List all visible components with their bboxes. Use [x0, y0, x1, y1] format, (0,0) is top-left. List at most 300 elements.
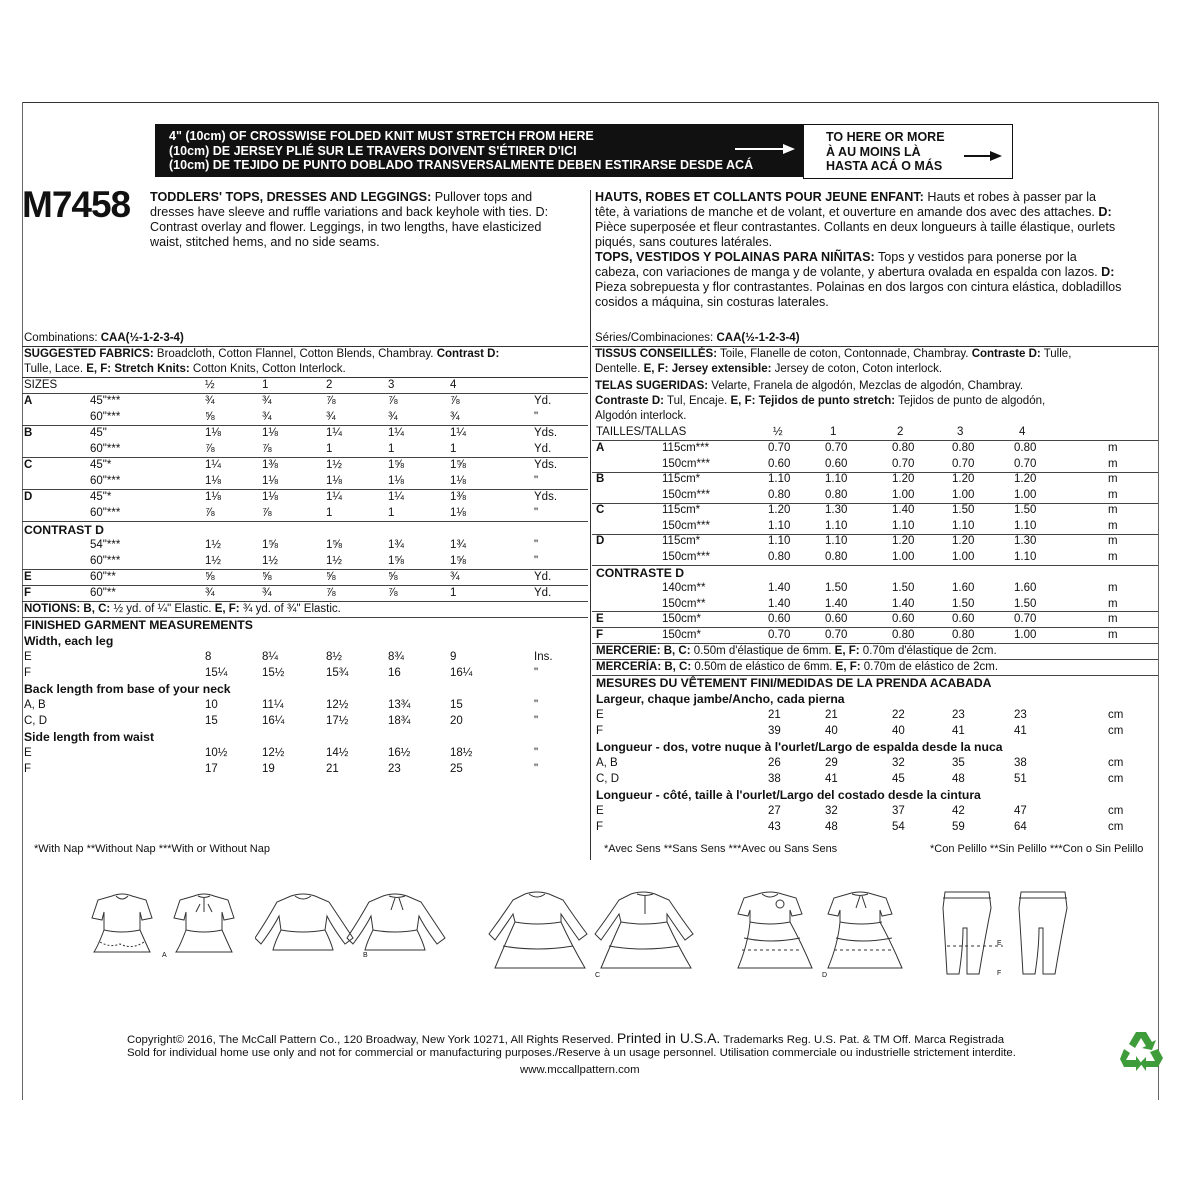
description-en-line: waist, stitched hems, and no side seams. — [150, 234, 380, 249]
measurement-row-cell: 47 — [1014, 805, 1027, 817]
merceria-part: 0.50m de elástico de 6mm. — [691, 661, 833, 673]
metric-row-cell: 1.10 — [825, 519, 848, 532]
metric-row-cell: 0.80 — [952, 442, 975, 454]
measurement-row-cell: 10½ — [205, 747, 228, 759]
measurement-row-cell: 17 — [205, 762, 218, 775]
recycle-icon — [1120, 1030, 1164, 1072]
metric-row-cell: 0.70 — [1014, 457, 1037, 470]
metric-row-cell: 0.70 — [825, 629, 848, 641]
yardage-row-cell: Yds. — [534, 491, 558, 503]
size-header-cell: ½ — [205, 379, 215, 391]
contrast-row-cell: m — [1108, 582, 1118, 594]
metric-row-cell: 1.10 — [768, 519, 791, 532]
fabrics-text: Cotton Knits, Cotton Interlock. — [189, 363, 346, 375]
metric-row-cell: m — [1108, 442, 1118, 454]
contrast-row-cell: 1.40 — [768, 597, 791, 610]
yardage-row-cell: 60"*** — [90, 475, 121, 487]
measurement-row-cell: 16¼ — [262, 714, 285, 727]
yardage-row-cell: F — [24, 587, 32, 599]
metric-row-cell: m — [1108, 504, 1118, 516]
view-a-sketch — [90, 890, 260, 970]
measurement-row-cell: Ins. — [534, 651, 553, 663]
usage-notice: Sold for individual home use only and not for commercial or manufacturing purposes./Reserve à un usage personnel. Utilisation commerciale ou industrielle strictement interdite. — [127, 1047, 1016, 1059]
view-ef-sketch — [935, 888, 1085, 983]
yardage-row-cell: ⅝ — [205, 411, 215, 423]
measurement-row-cell: 10 — [205, 699, 218, 711]
contrast-row-cell: " — [534, 555, 539, 567]
mercerie-part: E, F: — [831, 645, 860, 657]
measurement-heading: Side length from waist — [24, 730, 155, 744]
yardage-row-cell: 1⅛ — [262, 491, 278, 503]
suggested-fabrics-label: SUGGESTED FABRICS: — [24, 348, 154, 360]
contrast-row-cell: 1½ — [205, 555, 221, 567]
measurement-row-cell: F — [24, 762, 32, 775]
notions-part: NOTIONS: B, C: — [24, 603, 111, 615]
telas-text: Tejidos de punto de algodón, — [895, 395, 1046, 407]
footnote-es: *Con Pelillo **Sin Pelillo ***Con o Sin Pelillo — [930, 843, 1144, 855]
merceria — [596, 660, 998, 675]
measurement-row-cell: C, D — [596, 772, 619, 785]
gauge-to-en: TO HERE OR MORE — [826, 130, 945, 144]
metric-row-cell: 1.10 — [1014, 550, 1037, 563]
yardage-row-cell: 1 — [388, 507, 395, 519]
metric-row-cell: m — [1108, 457, 1118, 470]
mercerie — [596, 644, 997, 659]
contrast-row-cell: " — [534, 539, 539, 551]
yardage-row-cell: 1⅜ — [262, 459, 278, 471]
contrast-row-cell: 1½ — [205, 539, 221, 551]
description-es-view-d: D: — [1097, 264, 1115, 279]
view-d-sketch — [722, 888, 922, 983]
metric-row-cell: 1.20 — [892, 473, 915, 485]
measurement-row-cell: 19 — [262, 762, 275, 775]
description-es-line: Tops y vestidos para ponerse por la — [874, 250, 1077, 264]
size-header-cell: ½ — [773, 426, 783, 438]
series-label: Séries/Combinaciones: — [595, 332, 714, 344]
yardage-row-cell: Yds. — [534, 427, 558, 439]
mercerie-part: 0.70m d'élastique de 2cm. — [859, 645, 997, 657]
size-header-cell: 1 — [262, 379, 269, 391]
description-fr-view-d: D: — [1094, 204, 1112, 219]
yardage-row-cell: 1⅛ — [205, 475, 221, 487]
metric-row-cell: 0.80 — [768, 488, 791, 501]
description-fr-line: Hauts et robes à passer par la — [923, 190, 1097, 204]
metric-row-cell: m — [1108, 535, 1118, 547]
metric-row-cell: 0.80 — [1014, 442, 1037, 454]
notions-part: E, F: — [211, 603, 240, 615]
measurement-row-cell: 21 — [326, 762, 339, 775]
view-label-e: E — [997, 940, 1002, 947]
telas-sugeridas — [595, 379, 1023, 394]
yardage-row-cell: " — [534, 411, 539, 423]
size-header-cell: 4 — [450, 379, 457, 391]
measurement-row-cell: 41 — [1014, 724, 1027, 737]
measurement-row-cell: 48 — [825, 820, 838, 833]
size-header-cell: 4 — [1019, 426, 1026, 438]
description-fr-title: HAUTS, ROBES ET COLLANTS POUR JEUNE ENFANT: — [595, 190, 924, 204]
description-fr — [595, 190, 1157, 250]
suggested-fabrics-text: Broadcloth, Cotton Flannel, Cotton Blends, Chambray. — [153, 348, 434, 360]
measurement-heading: Back length from base of your neck — [24, 682, 231, 696]
metric-row-cell: 1.00 — [892, 550, 915, 563]
measurement-row-cell: cm — [1108, 805, 1124, 817]
yardage-row-cell: ¾ — [388, 411, 398, 423]
measurement-row-cell: " — [534, 666, 539, 679]
metric-row-cell: 1.50 — [1014, 504, 1037, 516]
copyright-line — [127, 1030, 1004, 1046]
table-rule — [22, 425, 588, 426]
size-header-cell: 3 — [957, 426, 964, 438]
notions-part: ¾ yd. of ¾" Elastic. — [239, 603, 341, 615]
contrast-row-cell: 1.50 — [825, 582, 848, 594]
yardage-row-cell: ⅝ — [326, 571, 336, 583]
yardage-row-cell: 1 — [388, 443, 395, 455]
yardage-row-cell: 1⅛ — [262, 475, 278, 487]
contrast-row-cell: 60"*** — [90, 555, 121, 567]
metric-row-cell: 150cm*** — [662, 550, 710, 563]
description-fr-line: tête, à variations de manche et de volant, et ouverture en amande dos avec des attaches. — [595, 204, 1095, 219]
metric-row-cell: 115cm* — [662, 473, 701, 485]
metric-row-cell: 1.30 — [1014, 535, 1037, 547]
measurement-row-cell: 17½ — [326, 714, 349, 727]
view-label-c: C — [595, 972, 601, 979]
measurement-row-cell: 43 — [768, 820, 781, 833]
yardage-row-cell: 60"** — [90, 571, 116, 583]
metric-row-cell: 1.10 — [892, 519, 915, 532]
tissus-conseilles — [595, 347, 1071, 362]
measurement-row-cell: F — [596, 724, 604, 737]
yardage-row-cell: ¾ — [450, 571, 460, 583]
measurement-row-cell: 38 — [1014, 757, 1027, 769]
view-label-b: B — [363, 952, 368, 959]
measurement-row-cell: 16 — [388, 666, 401, 679]
contrast-d-heading: CONTRAST D — [24, 523, 104, 537]
measurement-row-cell: 13¾ — [388, 699, 411, 711]
measurement-row-cell: 54 — [892, 820, 905, 833]
notions — [24, 602, 341, 617]
yardage-row-cell: ⅞ — [262, 507, 272, 519]
description-es-line: cosidos a máquina, sin costuras laterales. — [595, 294, 829, 309]
yardage-row-cell: 1⅛ — [205, 427, 221, 439]
metric-row-cell: F — [596, 629, 604, 641]
yardage-row-cell: 60"** — [90, 587, 116, 599]
metric-row-cell: 1.20 — [1014, 473, 1037, 485]
description-en-line: Pullover tops and — [431, 190, 533, 204]
measurement-row-cell: " — [534, 762, 539, 775]
measurement-row-cell: F — [24, 666, 32, 679]
contraste-d-heading: CONTRASTE D — [596, 566, 685, 580]
mercerie-part: MERCERIE: B, C: — [596, 645, 691, 657]
view-label-a: A — [162, 952, 167, 959]
measurement-row-cell: A, B — [24, 699, 46, 711]
measurement-row-cell: cm — [1108, 709, 1124, 721]
contrast-row-cell: 1.40 — [892, 597, 915, 610]
contrast-row-cell: 1⅝ — [262, 539, 278, 551]
arrow-right-icon — [964, 149, 1004, 163]
metric-row-cell: 1.20 — [952, 473, 975, 485]
metric-row-cell: A — [596, 442, 605, 454]
metric-row-cell: 1.00 — [892, 488, 915, 501]
finished-measurements-heading: FINISHED GARMENT MEASUREMENTS — [24, 618, 253, 632]
series-value: CAA(½-1-2-3-4) — [716, 332, 800, 344]
measurement-row-cell: " — [534, 714, 539, 727]
yardage-row-cell: 1⅛ — [450, 475, 466, 487]
metric-row-cell: 1.00 — [1014, 488, 1037, 501]
contrast-row-cell: 1⅝ — [450, 555, 466, 567]
measurement-row-cell: 41 — [825, 772, 838, 785]
metric-row-cell: 1.20 — [768, 504, 791, 516]
yardage-row-cell: C — [24, 459, 33, 471]
contraste-d-label: Contraste D: — [595, 395, 665, 407]
measurement-row-cell: 64 — [1014, 820, 1027, 833]
combinations — [24, 331, 184, 346]
measurement-row-cell: cm — [1108, 757, 1124, 769]
column-divider — [590, 190, 591, 860]
tissus-text: Dentelle. — [595, 363, 641, 375]
metric-row-cell: 0.70 — [768, 629, 791, 641]
measurement-row-cell: 32 — [825, 805, 838, 817]
measurement-row-cell: 18¾ — [388, 714, 411, 727]
measurement-heading: Width, each leg — [24, 634, 114, 648]
contrast-row-cell: 1⅝ — [326, 539, 342, 551]
contrast-row-cell: 1.50 — [1014, 597, 1037, 610]
contrast-row-cell: 1.50 — [892, 582, 915, 594]
metric-row-cell: 150cm*** — [662, 488, 710, 501]
yardage-row-cell: 1⅛ — [262, 427, 278, 439]
table-rule — [22, 521, 588, 522]
description-en — [150, 190, 584, 250]
metric-row-cell: m — [1108, 519, 1118, 532]
stretch-gauge-from — [155, 124, 803, 177]
yardage-row-cell: Yd. — [534, 587, 552, 599]
yardage-row-cell: Yd. — [534, 571, 552, 583]
yardage-row-cell: 1⅛ — [388, 475, 404, 487]
metric-row-cell: 1.10 — [952, 519, 975, 532]
measurement-row-cell: 15 — [450, 699, 463, 711]
size-header-cell: 3 — [388, 379, 395, 391]
contrast-row-cell: 1¾ — [388, 539, 404, 551]
metric-row-cell: 0.60 — [768, 457, 791, 470]
contraste-d-label: Contraste D: — [968, 348, 1041, 360]
measurement-row-cell: 15½ — [262, 666, 285, 679]
measurement-row-cell: 11¼ — [262, 699, 284, 711]
arrow-right-icon — [735, 141, 797, 157]
yardage-row-cell: A — [24, 395, 33, 407]
measurement-row-cell: 39 — [768, 724, 781, 737]
gauge-line-fr: (10cm) DE JERSEY PLIÉ SUR LE TRAVERS DOIVENT S'ÉTIRER D'ICI — [169, 143, 577, 158]
frame-right-rule — [1158, 102, 1159, 1100]
measurement-row-cell: 20 — [450, 714, 463, 727]
yardage-row-cell: Yd. — [534, 443, 552, 455]
contrast-row-cell: 1½ — [262, 555, 278, 567]
measurement-row-cell: 8¾ — [388, 651, 404, 663]
view-label-d: D — [822, 972, 828, 979]
yardage-row-cell: ⅞ — [326, 587, 336, 599]
metric-row-cell: 0.60 — [952, 613, 975, 625]
yardage-row-cell: ⅞ — [262, 443, 272, 455]
metric-row-cell: D — [596, 535, 605, 547]
yardage-row-cell: 45"* — [90, 459, 112, 471]
measurement-heading: Longueur - côté, taille à l'ourlet/Largo del costado desde la cintura — [596, 788, 981, 802]
telas-line2 — [595, 394, 1045, 409]
description-en-line: dresses have sleeve and ruffle variations and back keyhole with ties. D: — [150, 204, 549, 219]
yardage-row-cell: 1⅛ — [205, 491, 221, 503]
metric-row-cell: 150cm* — [662, 613, 701, 625]
metric-row-cell: B — [596, 473, 605, 485]
yardage-row-cell: 1⅜ — [450, 491, 466, 503]
measurement-heading: Largeur, chaque jambe/Ancho, cada pierna — [596, 692, 845, 706]
yardage-row-cell: 1¼ — [326, 491, 342, 503]
size-header-cell: TAILLES/TALLAS — [596, 426, 687, 438]
yardage-row-cell: 45"*** — [90, 395, 121, 407]
metric-row-cell: 1.40 — [892, 504, 915, 516]
website-link[interactable]: www.mccallpattern.com — [520, 1064, 640, 1076]
measurement-row-cell: 29 — [825, 757, 838, 769]
description-en-title: TODDLERS' TOPS, DRESSES AND LEGGINGS: — [150, 190, 432, 204]
measurement-row-cell: cm — [1108, 820, 1124, 833]
metric-row-cell: 1.10 — [825, 473, 848, 485]
copyright-text: Copyright© 2016, The McCall Pattern Co., 120 Broadway, New York 10271, All Rights Reserved. — [127, 1034, 614, 1046]
footnote-en: *With Nap **Without Nap ***With or Without Nap — [34, 843, 270, 855]
metric-row-cell: 1.10 — [768, 473, 791, 485]
measurement-row-cell: 40 — [825, 724, 838, 737]
yardage-row-cell: ¾ — [205, 395, 215, 407]
tissus-line2 — [595, 362, 942, 377]
contrast-row-cell: 1.60 — [1014, 582, 1037, 594]
metric-row-cell: 115cm* — [662, 535, 701, 547]
yardage-row-cell: B — [24, 427, 33, 439]
metric-row-cell: 0.70 — [825, 442, 848, 454]
measurement-row-cell: 59 — [952, 820, 965, 833]
measurement-row-cell: 9 — [450, 651, 457, 663]
metric-row-cell: 1.10 — [768, 535, 791, 547]
measurement-row-cell: 23 — [388, 762, 401, 775]
printed-in-text: Printed in U.S.A. — [616, 1030, 721, 1046]
combinations-value: CAA(½-1-2-3-4) — [100, 332, 184, 344]
measurement-row-cell: 26 — [768, 757, 781, 769]
telas-label: TELAS SUGERIDAS: — [595, 380, 709, 392]
measurement-row-cell: 42 — [952, 805, 965, 817]
contrast-row-cell: 54"*** — [90, 539, 121, 551]
measurement-row-cell: A, B — [596, 757, 618, 769]
metric-row-cell: 115cm*** — [662, 442, 710, 454]
punto-stretch-label: E, F: Tejidos de punto stretch: — [727, 395, 896, 407]
yardage-row-cell: 60"*** — [90, 411, 121, 423]
gauge-to-es: HASTA ACÁ O MÁS — [826, 159, 943, 173]
yardage-row-cell: 45" — [90, 427, 107, 439]
trademark-text: Trademarks Reg. U.S. Pat. & TM Off. Marca Registrada — [723, 1034, 1005, 1046]
combinations-label: Combinations: — [24, 332, 98, 344]
suggested-fabrics-line2 — [24, 362, 346, 377]
view-label-f: F — [997, 970, 1002, 977]
measurement-row-cell: 45 — [892, 772, 905, 785]
contrast-row-cell: 1½ — [326, 555, 342, 567]
measurement-row-cell: 14½ — [326, 747, 349, 759]
metric-row-cell: 0.60 — [768, 613, 791, 625]
mesures-heading: MESURES DU VÊTEMENT FINI/MEDIDAS DE LA PRENDA ACABADA — [596, 676, 992, 690]
yardage-row-cell: 1¼ — [388, 427, 404, 439]
measurement-row-cell: 23 — [952, 709, 965, 721]
stretch-gauge-to — [803, 124, 1013, 179]
metric-row-cell: 1.30 — [825, 504, 848, 516]
yardage-row-cell: ⅝ — [262, 571, 272, 583]
metric-row-cell: 115cm* — [662, 504, 701, 516]
telas-line3: Algodón interlock. — [595, 410, 687, 422]
measurement-row-cell: 51 — [1014, 772, 1027, 785]
gauge-line-es: (10cm) DE TEJIDO DE PUNTO DOBLADO TRANSVERSALMENTE DEBEN ESTIRARSE DESDE ACÁ — [169, 158, 754, 172]
measurement-row-cell: 15¾ — [326, 666, 349, 679]
measurement-row-cell: 37 — [892, 805, 905, 817]
metric-row-cell: E — [596, 613, 604, 625]
yardage-row-cell: " — [534, 507, 539, 519]
measurement-row-cell: cm — [1108, 724, 1124, 737]
yardage-row-cell: 1 — [450, 443, 457, 455]
description-en-line: Contrast overlay and flower. Leggings, in two lengths, have elasticized — [150, 219, 542, 234]
yardage-row-cell: ⅞ — [450, 395, 460, 407]
measurement-row-cell: 22 — [892, 709, 905, 721]
contrast-row-cell: 1⅝ — [388, 555, 404, 567]
pattern-number: M7458 — [22, 184, 131, 225]
metric-row-cell: 0.80 — [825, 550, 848, 563]
contrast-row-cell: m — [1108, 597, 1118, 610]
frame-top-rule — [22, 102, 1158, 103]
metric-row-cell: m — [1108, 550, 1118, 563]
measurement-row-cell: 15 — [205, 714, 218, 727]
metric-row-cell: m — [1108, 629, 1118, 641]
yardage-row-cell: 1 — [326, 507, 333, 519]
description-fr-line: Pièce superposée et fleur contrastantes. Collants en deux longueurs à taille élastique, ourlets — [595, 219, 1116, 234]
yardage-row-cell: ¾ — [450, 411, 460, 423]
yardage-row-cell: ¾ — [326, 411, 336, 423]
yardage-row-cell: ⅞ — [205, 507, 215, 519]
description-es-line: cabeza, con variaciones de manga y de volante, y abertura ovalada en espalda con lazos. — [595, 264, 1098, 279]
gauge-to-fr: À AU MOINS LÀ — [826, 144, 921, 159]
measurement-row-cell: F — [596, 820, 604, 833]
yardage-row-cell: ⅝ — [388, 571, 398, 583]
measurement-heading: Longueur - dos, votre nuque à l'ourlet/Largo de espalda desde la nuca — [596, 740, 1003, 754]
yardage-row-cell: 60"*** — [90, 507, 121, 519]
measurement-row-cell: 16¼ — [450, 666, 473, 679]
metric-row-cell: 150cm*** — [662, 457, 710, 470]
measurement-row-cell: " — [534, 747, 539, 759]
yardage-row-cell: ¾ — [262, 587, 272, 599]
metric-row-cell: 150cm*** — [662, 519, 710, 532]
rule — [22, 377, 588, 378]
measurement-row-cell: 32 — [892, 757, 905, 769]
size-header-cell: SIZES — [24, 379, 58, 391]
description-es-title: TOPS, VESTIDOS Y POLAINAS PARA NIÑITAS: — [595, 250, 875, 264]
size-header-cell: 1 — [830, 426, 837, 438]
contrast-row-cell: 150cm** — [662, 597, 706, 610]
mercerie-part: 0.50m d'élastique de 6mm. — [690, 645, 832, 657]
fabrics-text: Tulle, Lace. — [24, 363, 84, 375]
metric-row-cell: C — [596, 504, 605, 516]
metric-row-cell: 0.80 — [892, 629, 915, 641]
measurement-row-cell: 40 — [892, 724, 905, 737]
yardage-row-cell: 1⅛ — [450, 507, 466, 519]
yardage-row-cell: D — [24, 491, 33, 503]
notions-part: ½ yd. of ¼" Elastic. — [110, 603, 212, 615]
suggested-fabrics — [24, 347, 499, 362]
measurement-row-cell: cm — [1108, 772, 1124, 785]
stretch-knits-label: E, F: Stretch Knits: — [83, 363, 190, 375]
measurement-row-cell: 21 — [768, 709, 781, 721]
measurement-row-cell: 38 — [768, 772, 781, 785]
yardage-row-cell: E — [24, 571, 32, 583]
contrast-row-cell: 1.40 — [768, 582, 791, 594]
metric-row-cell: 0.70 — [768, 442, 791, 454]
measurement-row-cell: 8¼ — [262, 651, 278, 663]
